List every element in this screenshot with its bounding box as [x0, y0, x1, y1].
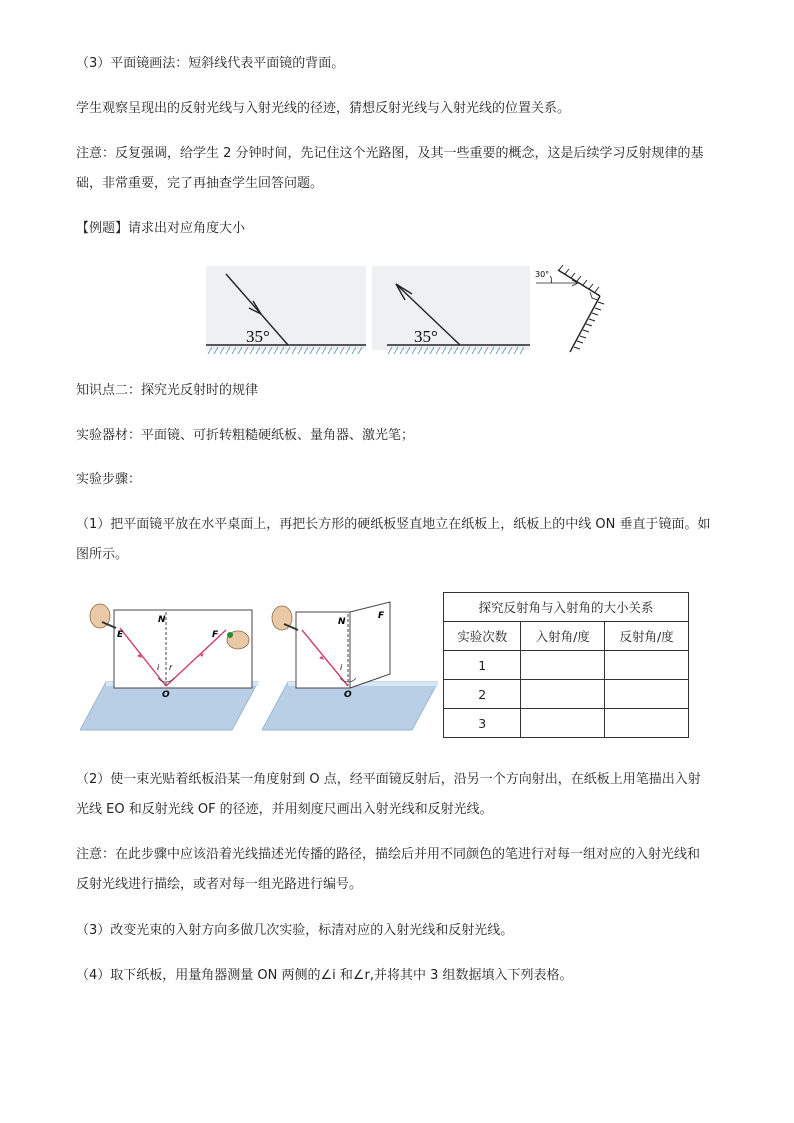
table-cell: 1 [444, 651, 521, 680]
label-n-2: N [338, 617, 346, 627]
table-cell [521, 709, 605, 738]
table-header: 反射角/度 [605, 622, 689, 651]
paragraph-note-1b: 础，非常重要，完了再抽查学生回答问题。 [76, 176, 324, 191]
angle-label-3: 30° [535, 270, 550, 279]
table-row [444, 651, 689, 680]
label-i-2: i [340, 663, 343, 672]
paragraph-step-3: （3）改变光束的入射方向多做几次实验，标清对应的入射光线和反射光线。 [76, 923, 514, 938]
table-title: 探究反射角与入射角的大小关系 [444, 593, 689, 622]
hand-left-icon [90, 604, 116, 628]
example-figure-2 [372, 266, 530, 358]
table-cell [605, 709, 689, 738]
hand-left-icon [272, 606, 298, 630]
label-i: i [157, 663, 160, 672]
example-figure-3 [532, 262, 612, 358]
label-f: F [212, 630, 219, 640]
table-cell [605, 651, 689, 680]
label-e: E [117, 630, 124, 640]
paragraph-example-title: 【例题】请求出对应角度大小 [76, 221, 246, 236]
paragraph-knowledge-2: 知识点二：探究光反射时的规律 [76, 383, 259, 398]
paragraph-step-1a: （1）把平面镜平放在水平桌面上，再把长方形的硬纸板竖直地立在纸板上，纸板上的中线 ON 垂直于镜面。如 [76, 517, 711, 532]
table-cell [605, 680, 689, 709]
paragraph-step-4: （4）取下纸板，用量角器测量 ON 两侧的∠i 和∠r,并将其中 3 组数据填入下列表格。 [76, 968, 573, 983]
paragraph-step-1b: 图所示。 [76, 547, 129, 562]
paragraph-note-1a: 注意：反复强调，给学生 2 分钟时间，先记住这个光路图，及其一些重要的概念，这是后续学习反射规律的基 [76, 146, 704, 161]
angle-label-2: 35° [414, 327, 438, 346]
paragraph-note-2b: 反射光线进行描绘，或者对每一组光路进行编号。 [76, 877, 363, 892]
label-n: N [158, 615, 166, 625]
paragraph-equipment: 实验器材：平面镜、可折转粗糙硬纸板、量角器、激光笔； [76, 428, 415, 443]
table-row [444, 680, 689, 709]
table-cell [521, 651, 605, 680]
table-cell: 3 [444, 709, 521, 738]
paragraph-mirror-method: （3）平面镜画法：短斜线代表平面镜的背面。 [76, 56, 345, 71]
table-header: 入射角/度 [521, 622, 605, 651]
angle-label-1: 35° [246, 327, 270, 346]
paragraph-observe: 学生观察呈现出的反射光线与入射光线的径迹，猜想反射光线与入射光线的位置关系。 [76, 101, 571, 116]
hand-right-icon [227, 631, 249, 649]
label-o-2: O [344, 690, 352, 700]
paragraph-step-2a: （2）使一束光贴着纸板沿某一角度射到 O 点，经平面镜反射后，沿另一个方向射出，在纸板上用笔描出入射 [76, 772, 701, 787]
table-cell: 2 [444, 680, 521, 709]
paragraph-step-2b: 光线 EO 和反射光线 OF 的径迹，并用刻度尺画出入射光线和反射光线。 [76, 802, 493, 817]
label-o: O [162, 690, 170, 700]
results-table [443, 592, 689, 738]
table-cell [521, 680, 605, 709]
paragraph-steps-title: 实验步骤： [76, 472, 142, 487]
example-figure-1 [206, 266, 366, 358]
table-row [444, 709, 689, 738]
paragraph-note-2a: 注意：在此步骤中应该沿着光线描述光传播的路径，描绘后并用不同颜色的笔进行对每一组对应的入射光线和 [76, 847, 701, 862]
label-r: r [169, 663, 173, 672]
table-header: 实验次数 [444, 622, 521, 651]
experiment-figure-flat [80, 600, 260, 734]
experiment-figure-folded [262, 600, 438, 734]
label-f-2: F [378, 611, 385, 621]
